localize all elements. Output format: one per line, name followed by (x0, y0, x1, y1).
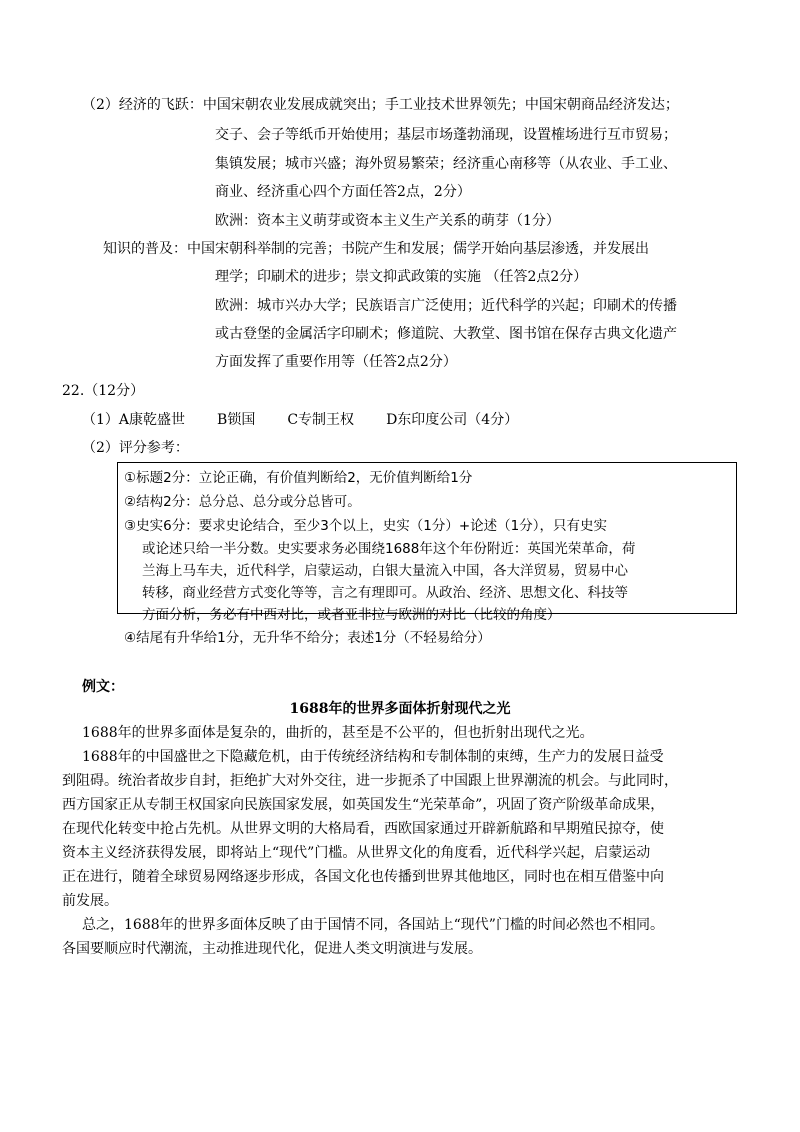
essay-line-8: 前发展。 (62, 893, 118, 909)
essay-line-6: 资本主义经济获得发展，即将站上“现代”门槛。从世界文化的角度看，近代科学兴起，启蒙运动 (62, 845, 651, 861)
econ-line-3: 集镇发展；城市兴盛；海外贸易繁荣；经济重心南移等（从农业、手工业、 (215, 156, 677, 172)
essay-line-3: 到阻碍。统治者故步自封，拒绝扩大对外交往，进一步扼杀了中国跟上世界潮流的机会。与此同时， (62, 773, 678, 789)
rubric-item-3-cont-1: 或论述只给一半分数。史实要求务必围绕1688年这个年份附近：英国光荣革命，荷 (142, 541, 636, 557)
q22-option-a: A康乾盛世 (118, 412, 186, 428)
example-title: 1688年的世界多面体折射现代之光 (289, 701, 511, 717)
econ-line-1: （2）经济的飞跃：中国宋朝农业发展成就突出；手工业技术世界领先；中国宋朝商品经济发达； (82, 97, 679, 113)
rubric-item-3-cont-2: 兰海上马车夫，近代科学，启蒙运动，白银大量流入中国，各大洋贸易，贸易中心 (142, 563, 628, 579)
q22-number: 22.（12分） (62, 383, 145, 399)
econ-line-4: 商业、经济重心四个方面任答2点，2分） (215, 184, 471, 200)
q22-option-b: B锁国 (217, 412, 256, 428)
rubric-item-3: ③史实6分：要求史论结合，至少3个以上，史实（1分）+论述（1分），只有史实 (124, 518, 608, 534)
essay-line-4: 西方国家正从专制王权国家向民族国家发展，如英国发生“光荣革命”，巩固了资产阶级革命成果， (62, 797, 665, 813)
rubric-item-4: ④结尾有升华给1分，无升华不给分；表述1分（不轻易给分） (124, 630, 491, 646)
rubric-item-3-cont-3: 转移，商业经营方式变化等等，言之有理即可。从政治、经济、思想文化、科技等 (142, 585, 628, 601)
econ-line-2: 交子、会子等纸币开始使用；基层市场蓬勃涌现，设置榷场进行互市贸易； (215, 127, 677, 143)
rubric-item-2: ②结构2分：总分总、总分或分总皆可。 (124, 494, 361, 510)
essay-line-2: 1688年的中国盛世之下隐藏危机，由于传统经济结构和专制体制的束缚，生产力的发展日益受 (82, 749, 664, 765)
example-label: 例文： (82, 679, 124, 695)
essay-line-1: 1688年的世界多面体是复杂的，曲折的，甚至是不公平的，但也折射出现代之光。 (82, 725, 594, 741)
q22-p1-prefix: （1） (82, 412, 119, 428)
rubric-item-3-cont-4: 方面分析，务必有中西对比，或者亚非拉与欧洲的对比（比较的角度） (142, 607, 561, 623)
rubric-item-1: ①标题2分：立论正确，有价值判断给2，无价值判断给1分 (124, 470, 473, 486)
q22-option-d: D东印度公司（4分） (386, 412, 519, 428)
q22-p2-label: （2）评分参考： (82, 440, 189, 456)
essay-line-7: 正在进行，随着全球贸易网络逐步形成，各国文化也传播到世界其他地区，同时也在相互借鉴中向 (62, 869, 664, 885)
knowledge-line-5: 方面发挥了重要作用等（任答2点2分） (215, 354, 457, 370)
knowledge-line-4: 或古登堡的金属活字印刷术；修道院、大教堂、图书馆在保存古典文化遗产 (215, 326, 677, 342)
q22-option-c: C专制王权 (287, 412, 355, 428)
q22-answers (82, 409, 518, 431)
knowledge-line-2: 理学；印刷术的进步；崇文抑武政策的实施 （任答2点2分） (215, 269, 588, 285)
knowledge-line-1: 知识的普及：中国宋朝科举制的完善；书院产生和发展；儒学开始向基层渗透，并发展出 (103, 241, 649, 257)
econ-line-5: 欧洲：资本主义萌芽或资本主义生产关系的萌芽（1分） (215, 213, 560, 229)
essay-line-5: 在现代化转变中抢占先机。从世界文明的大格局看，西欧国家通过开辟新航路和早期殖民掠夺，使 (62, 821, 664, 837)
essay-line-10: 各国要顺应时代潮流，主动推进现代化，促进人类文明演进与发展。 (62, 941, 482, 957)
knowledge-line-3: 欧洲：城市兴办大学；民族语言广泛使用；近代科学的兴起；印刷术的传播 (215, 298, 677, 314)
essay-line-9: 总之，1688年的世界多面体反映了由于国情不同，各国站上“现代”门槛的时间必然也不相同。 (82, 917, 664, 933)
